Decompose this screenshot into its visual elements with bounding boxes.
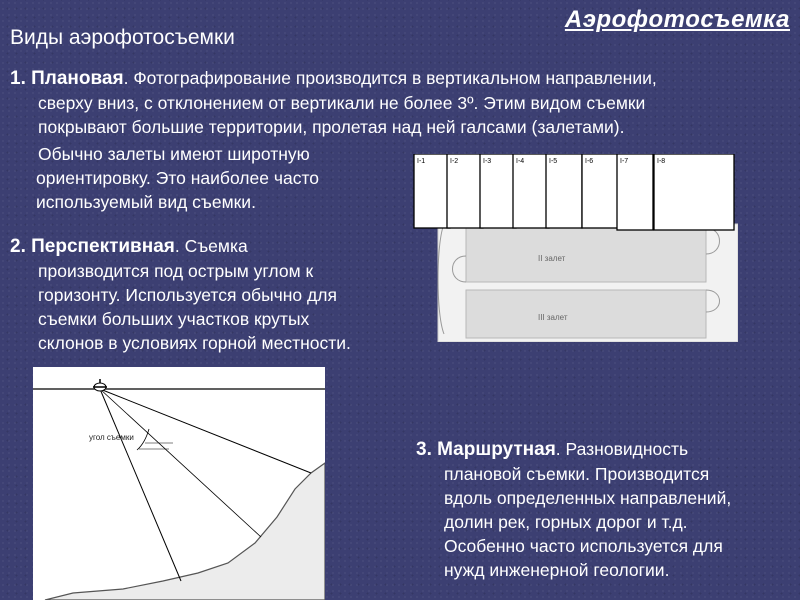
item-route	[416, 437, 731, 582]
strip-label-3: III залет	[538, 313, 568, 322]
item-perspective-line-4: съемки больших участков крутых	[38, 309, 310, 329]
photo-frame-label: I-1	[417, 158, 426, 165]
photo-frame-label: I-6	[585, 158, 594, 165]
item-route-text-1: . Разновидность	[555, 439, 689, 459]
angle-label: угол съемки	[89, 433, 134, 442]
item-planned-extra	[10, 142, 319, 214]
item-planned-extra-line-3: используемый вид съемки.	[36, 192, 256, 212]
photo-frame	[513, 154, 549, 228]
flight-strips-diagram	[412, 154, 738, 342]
item-perspective-text-1: . Съемка	[174, 236, 248, 256]
item-route-line-2: плановой съемки. Производится	[444, 464, 710, 484]
photo-frame-label: I-3	[483, 158, 492, 165]
sight-line-left	[100, 389, 181, 581]
photo-frame-label: I-7	[620, 158, 629, 165]
photo-frame-label: I-5	[549, 158, 558, 165]
photo-frame	[654, 154, 734, 230]
item-planned-line-1	[10, 66, 657, 91]
strip-label-2: II залет	[538, 254, 566, 263]
item-planned-extra-line-1: Обычно залеты имеют широтную	[38, 144, 310, 164]
frames-row	[414, 154, 734, 230]
photo-frame-label: I-4	[516, 158, 525, 165]
item-route-line-5: Особенно часто используется для	[444, 536, 723, 556]
item-planned-line-2: сверху вниз, с отклонением от вертикали не более 3º. Этим видом съемки	[38, 93, 646, 113]
slide-subtitle: Виды аэрофотосъемки	[10, 26, 235, 49]
item-planned-lead: 1. Плановая	[10, 68, 124, 89]
item-planned	[10, 66, 657, 139]
photo-frame	[617, 154, 653, 230]
photo-frame	[582, 154, 618, 228]
sight-line-right	[100, 389, 311, 473]
item-planned-extra-line-2: ориентировку. Это наиболее часто	[36, 168, 319, 188]
item-perspective-line-5: склонов в условиях горной местности.	[38, 333, 351, 353]
slope-terrain	[45, 463, 325, 600]
item-route-line-3: вдоль определенных направлений,	[444, 488, 732, 508]
photo-frame	[546, 154, 582, 228]
item-perspective-line-3: горизонту. Используется обычно для	[38, 285, 337, 305]
photo-frame	[414, 154, 450, 228]
sight-axis	[100, 389, 261, 537]
item-route-lead: 3. Маршрутная	[416, 439, 556, 460]
photo-frame	[480, 154, 516, 228]
item-perspective	[10, 234, 351, 355]
slide-title: Аэрофотосъемка	[564, 6, 790, 33]
photo-frame	[447, 154, 483, 228]
item-perspective-line-1	[10, 234, 351, 259]
item-planned-text-1: . Фотографирование производится в вертикальном направлении,	[123, 68, 657, 88]
photo-frame-label: I-2	[450, 158, 459, 165]
aircraft-icon	[93, 379, 107, 391]
strip-2	[466, 228, 706, 282]
item-planned-line-3: покрывают большие территории, пролетая над ней галсами (залетами).	[38, 117, 625, 137]
item-perspective-lead: 2. Перспективная	[10, 236, 175, 257]
strip-3	[466, 290, 706, 338]
photo-frame-label: I-8	[657, 158, 666, 165]
item-route-line-4: долин рек, горных дорог и т.д.	[444, 512, 688, 532]
perspective-angle-diagram	[33, 367, 325, 600]
item-route-line-6: нужд инженерной геологии.	[444, 560, 670, 580]
item-perspective-line-2: производится под острым углом к	[38, 261, 314, 281]
item-route-line-1	[416, 437, 731, 462]
